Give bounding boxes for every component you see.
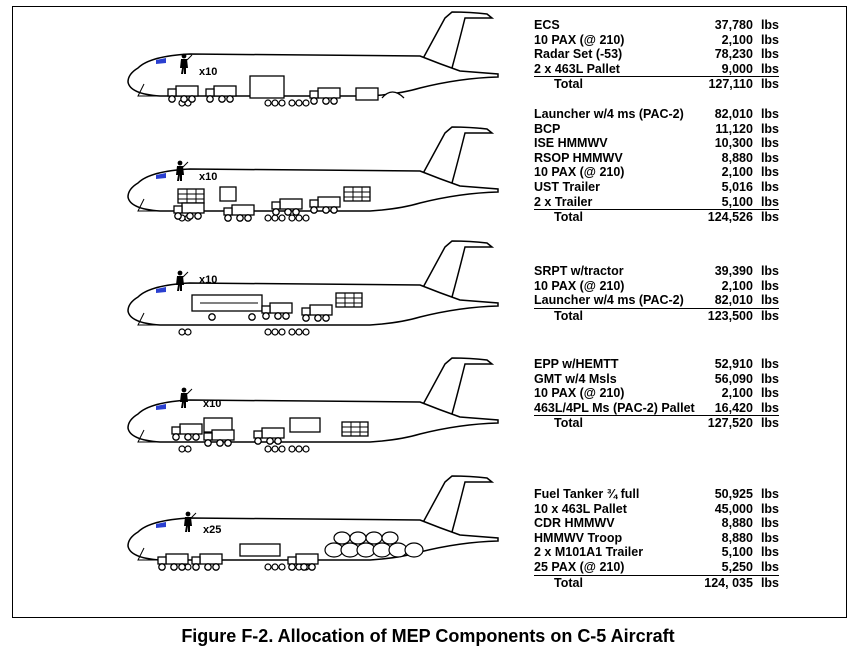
unit-label: lbs <box>760 121 779 136</box>
item-name: RSOP HMMWV <box>534 150 623 165</box>
item-name: BCP <box>534 121 561 136</box>
item-name: ECS <box>534 18 560 32</box>
item-name: 10 PAX (@ 210) <box>534 32 625 47</box>
item-weight: 82,010 lbs <box>714 293 779 308</box>
load-item-row <box>534 33 779 48</box>
item-weight: 45,000 lbs <box>714 501 779 516</box>
load-total-row <box>534 575 779 591</box>
pax-count-5: x25 <box>203 524 222 536</box>
pax-count-3: x10 <box>199 274 218 286</box>
figure-caption: Figure F-2. Allocation of MEP Components on C-5 Aircraft <box>181 626 675 646</box>
item-weight: 2,100 lbs <box>721 32 779 47</box>
total-weight: 124, 035 lbs <box>704 575 779 590</box>
total-label: Total <box>554 77 583 92</box>
item-name: GMT w/4 Msls <box>534 371 617 386</box>
load-total-row <box>534 415 779 431</box>
pax-count-2: x10 <box>199 171 218 183</box>
load-table-3 <box>534 264 779 323</box>
item-name: Launcher w/4 ms (PAC-2) <box>534 107 684 121</box>
load-item-row <box>534 18 779 33</box>
load-item-row <box>534 279 779 294</box>
pax-count-1: x10 <box>199 66 218 78</box>
item-weight: 5,100 lbs <box>721 545 779 560</box>
load-table-4 <box>534 357 779 431</box>
item-name: 2 x M101A1 Trailer <box>534 545 644 560</box>
load-item-row <box>534 151 779 166</box>
total-label: Total <box>554 210 583 225</box>
load-item-row <box>534 165 779 180</box>
item-name: 10 x 463L Pallet <box>534 501 627 516</box>
unit-label: lbs <box>760 293 779 308</box>
item-weight: 56,090 lbs <box>714 371 779 386</box>
load-item-row <box>534 136 779 151</box>
item-name: Fuel Tanker ¾ full <box>534 487 640 501</box>
load-total-row <box>534 209 779 225</box>
unit-label: lbs <box>760 371 779 386</box>
item-weight: 10,300 lbs <box>714 136 779 151</box>
load-item-row <box>534 357 779 372</box>
load-item-row <box>534 264 779 279</box>
item-weight: 2,100 lbs <box>721 165 779 180</box>
item-weight: 9,000 lbs <box>721 61 779 76</box>
item-name: 463L/4PL Ms (PAC-2) Pallet <box>534 400 695 415</box>
unit-label: lbs <box>760 18 779 32</box>
load-total-row <box>534 76 779 92</box>
load-item-row <box>534 487 779 502</box>
load-total-row <box>534 308 779 324</box>
unit-label: lbs <box>760 487 779 501</box>
c5-aircraft-2 <box>120 121 505 241</box>
c5-aircraft-1 <box>120 6 505 126</box>
item-name: ISE HMMWV <box>534 136 608 151</box>
load-item-row <box>534 195 779 210</box>
item-weight: 2,100 lbs <box>721 278 779 293</box>
load-table-5 <box>534 487 779 590</box>
unit-label: lbs <box>760 32 779 47</box>
item-weight: 78,230 lbs <box>714 47 779 62</box>
load-item-row <box>534 47 779 62</box>
total-label: Total <box>554 416 583 431</box>
item-name: 25 PAX (@ 210) <box>534 559 625 574</box>
item-name: SRPT w/tractor <box>534 264 624 278</box>
item-weight: 50,925 lbs <box>714 487 779 501</box>
item-weight: 8,880 lbs <box>721 150 779 165</box>
item-name: EPP w/HEMTT <box>534 357 619 371</box>
item-weight: 8,880 lbs <box>721 516 779 531</box>
unit-label: lbs <box>760 501 779 516</box>
unit-label: lbs <box>760 194 779 209</box>
item-weight: 5,250 lbs <box>721 559 779 574</box>
load-item-row <box>534 107 779 122</box>
unit-label: lbs <box>760 386 779 401</box>
load-item-row <box>534 122 779 137</box>
load-item-row <box>534 386 779 401</box>
load-item-row <box>534 516 779 531</box>
item-name: HMMWV Troop <box>534 530 623 545</box>
item-weight: 39,390 lbs <box>714 264 779 278</box>
item-weight: 16,420 lbs <box>714 400 779 415</box>
unit-label: lbs <box>760 165 779 180</box>
load-item-row <box>534 531 779 546</box>
unit-label: lbs <box>760 61 779 76</box>
item-name: 10 PAX (@ 210) <box>534 165 625 180</box>
load-item-row <box>534 401 779 416</box>
item-weight: 52,910 lbs <box>714 357 779 371</box>
c5-aircraft-5 <box>120 470 505 590</box>
load-item-row <box>534 180 779 195</box>
item-weight: 11,120 lbs <box>715 121 779 136</box>
unit-label: lbs <box>760 179 779 194</box>
unit-label: lbs <box>760 516 779 531</box>
total-weight: 127,110 lbs <box>708 77 779 92</box>
unit-label: lbs <box>760 107 779 121</box>
unit-label: lbs <box>760 400 779 415</box>
item-name: Radar Set (-53) <box>534 47 623 62</box>
unit-label: lbs <box>760 264 779 278</box>
item-name: 10 PAX (@ 210) <box>534 386 625 401</box>
total-weight: 123,500 lbs <box>707 308 779 323</box>
unit-label: lbs <box>760 278 779 293</box>
c5-aircraft-3 <box>120 235 505 355</box>
total-label: Total <box>554 308 583 323</box>
total-weight: 124,526 lbs <box>707 210 779 225</box>
c5-aircraft-4 <box>120 352 505 472</box>
unit-label: lbs <box>760 136 779 151</box>
item-weight: 8,880 lbs <box>721 530 779 545</box>
item-name: 2 x Trailer <box>534 194 593 209</box>
load-item-row <box>534 502 779 517</box>
unit-label: lbs <box>760 545 779 560</box>
unit-label: lbs <box>760 150 779 165</box>
total-weight: 127,520 lbs <box>707 416 779 431</box>
item-name: Launcher w/4 ms (PAC-2) <box>534 293 684 308</box>
item-name: CDR HMMWV <box>534 516 615 531</box>
item-weight: 37,780 lbs <box>714 18 779 32</box>
unit-label: lbs <box>760 357 779 371</box>
load-table-2 <box>534 107 779 225</box>
item-name: 10 PAX (@ 210) <box>534 278 625 293</box>
load-item-row <box>534 560 779 575</box>
item-weight: 2,100 lbs <box>721 386 779 401</box>
pax-count-4: x10 <box>203 398 222 410</box>
unit-label: lbs <box>760 530 779 545</box>
item-name: UST Trailer <box>534 179 600 194</box>
item-name: 2 x 463L Pallet <box>534 61 620 76</box>
item-weight: 5,100 lbs <box>721 194 779 209</box>
item-weight: 5,016 lbs <box>721 179 779 194</box>
load-item-row <box>534 545 779 560</box>
load-table-1 <box>534 18 779 92</box>
item-weight: 82,010 lbs <box>714 107 779 121</box>
load-item-row <box>534 372 779 387</box>
unit-label: lbs <box>760 47 779 62</box>
total-label: Total <box>554 575 583 590</box>
load-item-row <box>534 62 779 77</box>
unit-label: lbs <box>760 559 779 574</box>
load-item-row <box>534 293 779 308</box>
